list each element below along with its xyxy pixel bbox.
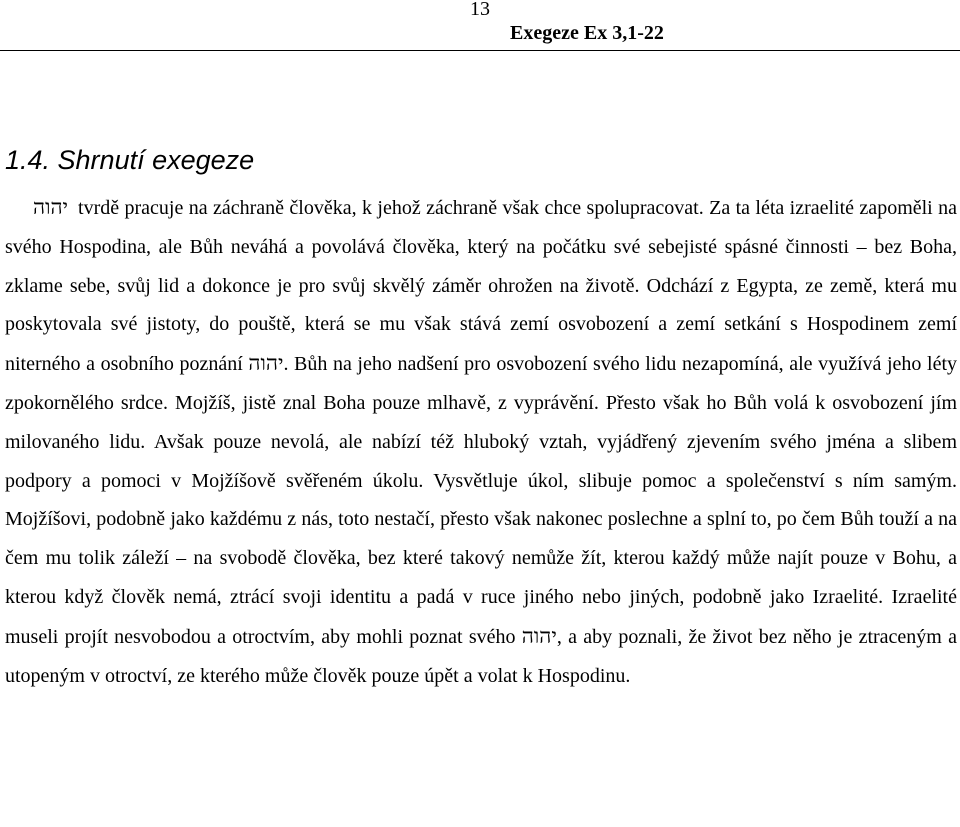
page-number: 13 [470, 0, 490, 20]
divine-name-hebrew: יהוה [521, 623, 557, 648]
header-divider [0, 50, 960, 51]
running-header-title: Exegeze Ex 3,1-22 [510, 22, 664, 44]
section-heading: 1.4. Shrnutí exegeze [5, 145, 255, 175]
summary-paragraph [5, 188, 957, 695]
divine-name-hebrew: יהוה [248, 351, 284, 376]
paragraph-text-part-1: tvrdě pracuje na záchraně člověka, k jehož záchraně však chce spolupracovat. Za ta léta izraelité zapoměli na svého Hospodina, ale Bůh neváhá a povolává člověka, který na počátku své sebejisté spásné činnosti – bez Boha, zklame sebe, svůj lid a dokonce je pro svůj skvělý záměr ohrožen na životě. Odchází z Egypta, ze země, která mu poskytovala své jistoty, do pouště, která se mu však stává zemí osvobození a zemí setkání s Hospodinem zemí niterného a osobního poznání [5, 197, 957, 376]
divine-name-hebrew: יהוה [33, 195, 69, 219]
paragraph-text-part-3: , a aby poznali, že život bez něho je ztraceným a utopeným v otroctví, ze kterého může člověk pouze úpět a volat k Hospodinu. [5, 625, 957, 687]
paragraph-text-part-2: . Bůh na jeho nadšení pro osvobození svého lidu nezapomíná, ale využívá jeho léty zpokornělého srdce. Mojžíš, jistě znal Boha pouze mlhavě, z vyprávění. Přesto však ho Bůh volá k osvobození jím milovaného lidu. Avšak pouze nevolá, ale nabízí též hluboký vztah, vyjádřený zjevením svého jména a slibem podpory a pomoci v Mojžíšově svěřeném úkolu. Vysvětluje úkol, slibuje pomoc a společenství s ním samým. Mojžíšovi, podobně jako každému z nás, toto nestačí, přesto však nakonec poslechne a splní to, po čem Bůh touží a na čem mu tolik záleží – na svobodě člověka, bez které takový nemůže žít, kterou každý může najít pouze v Bohu, a kterou když člověk nemá, ztrácí svoji identitu a padá v ruce jiného nebo jiných, podobně jako Izraelité. Izraelité museli projít nesvobodou a otroctvím, aby mohli poznat svého [5, 353, 958, 648]
